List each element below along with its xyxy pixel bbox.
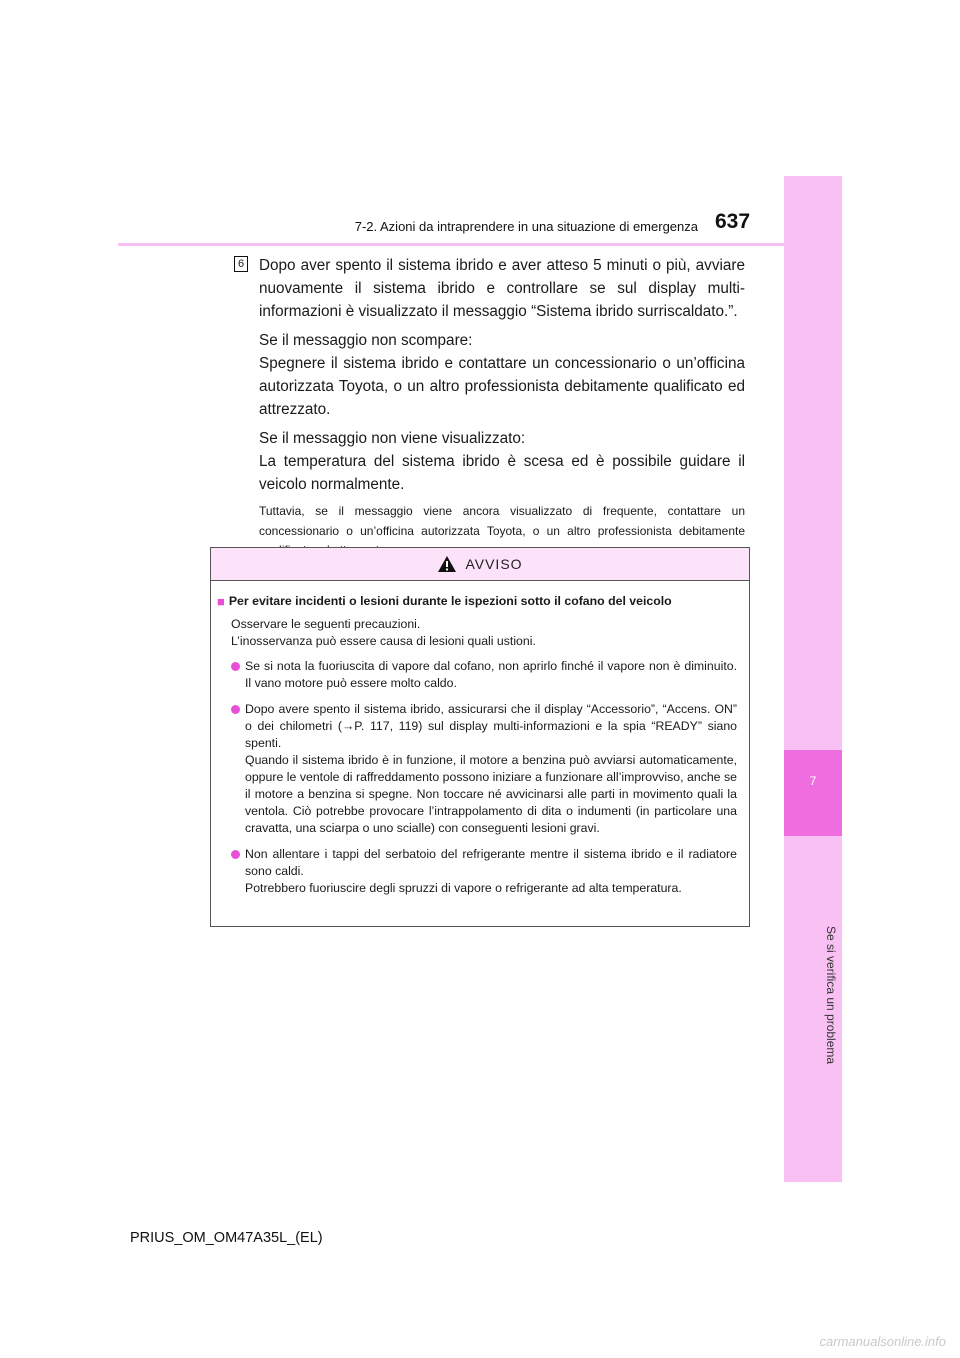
page-number: 637 (715, 210, 751, 233)
step-paragraph: Se il messaggio non scompare: (259, 332, 473, 349)
chapter-number: 7 (809, 774, 817, 788)
warning-bullet (231, 658, 737, 692)
step-paragraph: Spegnere il sistema ibrido e contattare un concessionario o un’officina autorizzata Toyota, o un altro professionista debitamente qualificato ed attrezzato. (259, 355, 745, 418)
step-number-badge: 6 (234, 256, 248, 272)
warning-header (211, 548, 749, 581)
step-paragraph: Dopo aver spento il sistema ibrido e aver atteso 5 minuti o più, avviare nuovamente il sistema ibrido e controllare se sul display multi-informazioni è visualizzato il messaggio “Sistema ibrido surriscaldato.”. (259, 257, 745, 320)
step-note: Tuttavia, se il messaggio viene ancora visualizzato di frequente, contattare un concessionario o un’officina autorizzata Toyota, o un altro professionista debitamente (259, 504, 745, 538)
warning-intro (231, 616, 737, 650)
warning-intro-line: L’inosservanza può essere causa di lesioni quali ustioni. (231, 634, 536, 648)
square-bullet-icon: ■ (217, 594, 225, 609)
chapter-tab (784, 750, 842, 836)
warning-label: AVVISO (465, 556, 523, 572)
circle-bullet-icon (231, 850, 240, 859)
document-code: PRIUS_OM_OM47A35L_(EL) (130, 1230, 323, 1246)
warning-bullet-text: Non allentare i tappi del serbatoio del refrigerante mentre il sistema ibrido e il radiatore sono caldi. Potrebbero fuoriuscire degli spruzzi di vapore o refrigerante ad alta temperatura. (245, 847, 737, 895)
step-content (259, 254, 745, 567)
warning-bullet (231, 701, 737, 837)
step-paragraph: Se il messaggio non viene visualizzato: (259, 430, 526, 447)
warning-triangle-icon (437, 555, 457, 573)
circle-bullet-icon (231, 662, 240, 671)
warning-title (217, 593, 737, 610)
section-title: 7-2. Azioni da intraprendere in una situazione di emergenza (354, 219, 698, 234)
warning-box (210, 547, 750, 927)
header-rule (118, 243, 842, 246)
warning-bullet-text: Se si nota la fuoriuscita di vapore dal cofano, non aprirlo finché il vapore non è diminuito. Il vano motore può essere molto caldo. (245, 659, 737, 690)
warning-bullet (231, 846, 737, 897)
warning-intro-line: Osservare le seguenti precauzioni. (231, 617, 421, 631)
watermark: carmanualsonline.info (819, 1334, 946, 1349)
circle-bullet-icon (231, 705, 240, 714)
chapter-title: Se si verifica un problema (824, 925, 838, 1065)
step-paragraph: La temperatura del sistema ibrido è scesa ed è possibile guidare il veicolo normalmente. (259, 453, 745, 493)
warning-title-text: Per evitare incidenti o lesioni durante le ispezioni sotto il cofano del veicolo (228, 594, 672, 608)
warning-body (211, 581, 749, 897)
warning-bullet-text: Dopo avere spento il sistema ibrido, assicurarsi che il display “Accessorio”, “Accens. ON” o dei chilometri (→P. 117, 119) sul display multi-informazioni e la spia “READY” siano spenti. Quando il sistema ibrido è in funzione, il motore a benzina può avviarsi automaticamente, oppure le ventole di raffreddamento possono iniziare a funzionare all’improvviso, anche se il motore a benzina si spegne. Non toccare né avvicinarsi alle parti in movimento quali la ventola. Ciò potrebbe provocare l’intrappolamento di dita o indumenti (in particolare una cravatta, una sciarpa o uno scialle) con conseguenti lesioni gravi. (245, 702, 737, 835)
